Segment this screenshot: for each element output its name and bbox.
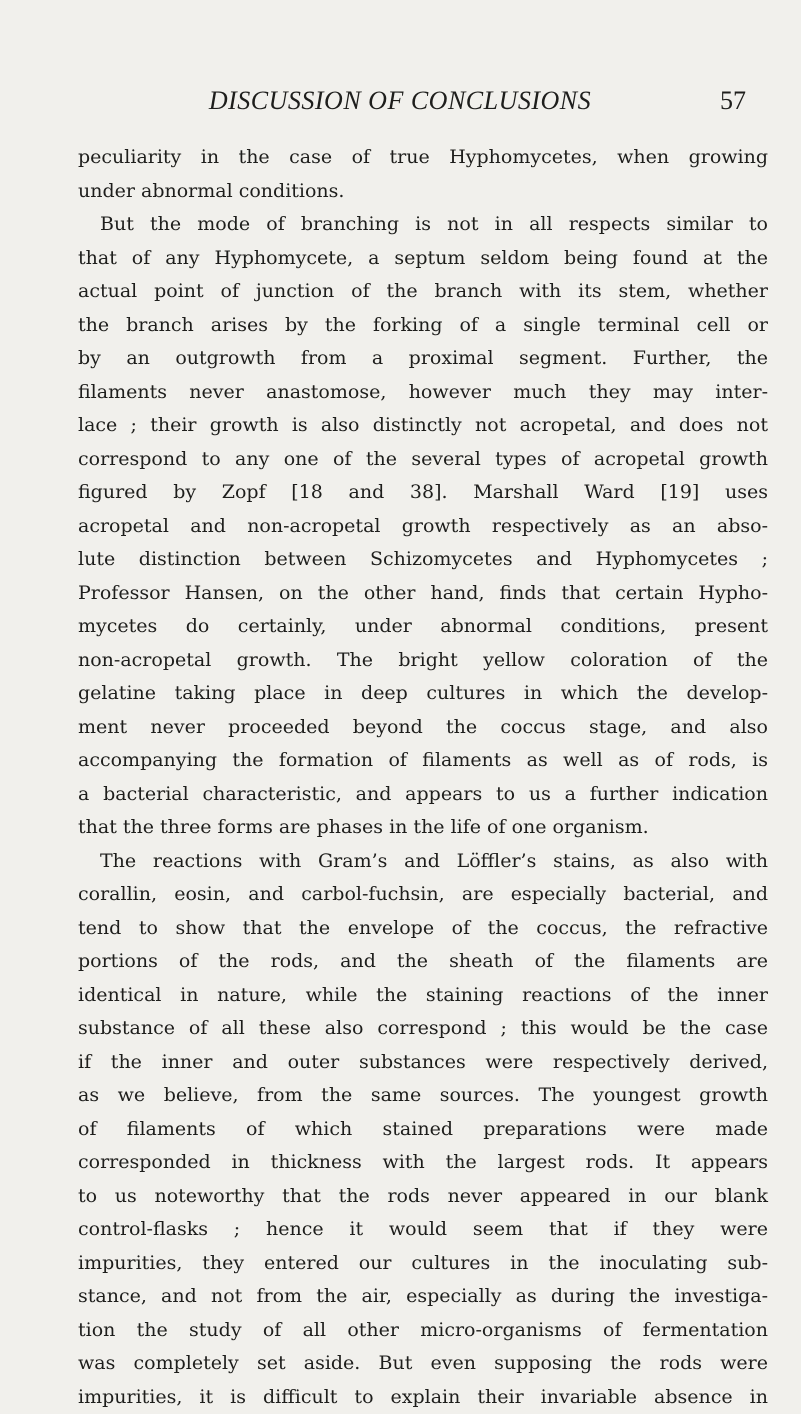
text-line: substance of all these also correspond ; this would be the case (78, 1012, 768, 1046)
text-line: stance, and not from the air, especially as during the investiga- (78, 1280, 768, 1314)
text-line: tion the study of all other micro-organisms of fermentation (78, 1314, 768, 1348)
text-line: under abnormal conditions. (78, 175, 768, 209)
running-head: DISCUSSION OF CONCLUSIONS (200, 86, 600, 116)
text-line: peculiarity in the case of true Hyphomycetes, when growing (78, 141, 768, 175)
text-line: mycetes do certainly, under abnormal conditions, present (78, 610, 768, 644)
text-line: the branch arises by the forking of a single terminal cell or (78, 309, 768, 343)
text-line: that of any Hyphomycete, a septum seldom being found at the (78, 242, 768, 276)
text-line: if the inner and outer substances were respectively derived, (78, 1046, 768, 1080)
text-line: of filaments of which stained preparations were made (78, 1113, 768, 1147)
text-line: But the mode of branching is not in all respects similar to (78, 208, 768, 242)
text-line: corallin, eosin, and carbol-fuchsin, are especially bacterial, and (78, 878, 768, 912)
text-line: filaments never anastomose, however much they may inter- (78, 376, 768, 410)
page-number: 57 (720, 86, 746, 116)
text-line: portions of the rods, and the sheath of the filaments are (78, 945, 768, 979)
text-line: as we believe, from the same sources. The youngest growth (78, 1079, 768, 1113)
text-line: impurities, they entered our cultures in the inoculating sub- (78, 1247, 768, 1281)
text-line: to us noteworthy that the rods never appeared in our blank (78, 1180, 768, 1214)
text-line: The reactions with Gram’s and Löffler’s stains, as also with (78, 845, 768, 879)
text-line: accompanying the formation of filaments as well as of rods, is (78, 744, 768, 778)
text-line: impurities, it is difficult to explain their invariable absence in (78, 1381, 768, 1414)
text-line: lace ; their growth is also distinctly not acropetal, and does not (78, 409, 768, 443)
text-line: that the three forms are phases in the life of one organism. (78, 811, 768, 845)
text-line: tend to show that the envelope of the coccus, the refractive (78, 912, 768, 946)
text-line: gelatine taking place in deep cultures in which the develop- (78, 677, 768, 711)
text-line: control-flasks ; hence it would seem that if they were (78, 1213, 768, 1247)
text-line: a bacterial characteristic, and appears to us a further indication (78, 778, 768, 812)
body-text (78, 141, 768, 1414)
text-line: lute distinction between Schizomycetes and Hyphomycetes ; (78, 543, 768, 577)
text-line: by an outgrowth from a proximal segment. Further, the (78, 342, 768, 376)
text-line: identical in nature, while the staining reactions of the inner (78, 979, 768, 1013)
text-line: corresponded in thickness with the largest rods. It appears (78, 1146, 768, 1180)
text-line: was completely set aside. But even supposing the rods were (78, 1347, 768, 1381)
text-line: acropetal and non-acropetal growth respectively as an abso- (78, 510, 768, 544)
text-line: Professor Hansen, on the other hand, finds that certain Hypho- (78, 577, 768, 611)
text-line: actual point of junction of the branch with its stem, whether (78, 275, 768, 309)
text-line: figured by Zopf [18 and 38]. Marshall Ward [19] uses (78, 476, 768, 510)
text-line: non-acropetal growth. The bright yellow coloration of the (78, 644, 768, 678)
text-line: ment never proceeded beyond the coccus stage, and also (78, 711, 768, 745)
text-line: correspond to any one of the several types of acropetal growth (78, 443, 768, 477)
